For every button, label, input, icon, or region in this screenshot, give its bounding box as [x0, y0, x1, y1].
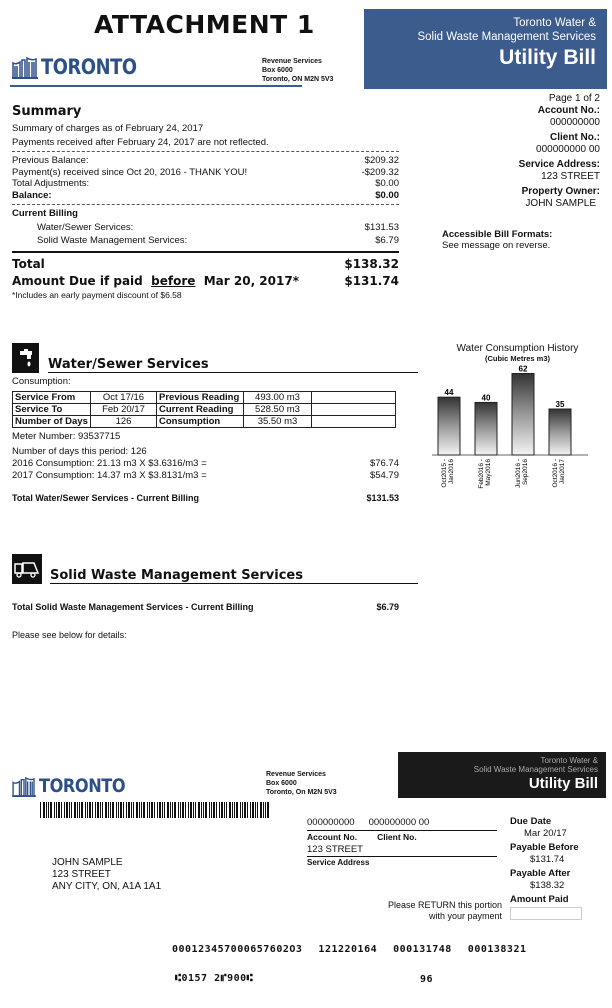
row-label: Water/Sewer Services:	[37, 221, 134, 233]
barcode-bar	[141, 802, 142, 818]
barcode-bar	[182, 802, 184, 818]
dashed-divider	[12, 204, 399, 205]
barcode-bar	[164, 802, 165, 818]
payment-block	[510, 816, 600, 921]
waste-total-value: $6.79	[376, 602, 399, 612]
barcode-bar	[89, 802, 91, 818]
logo-text: TORONTO	[41, 55, 137, 79]
consumption-2016-label: 2016 Consumption: 21.13 m3 X $3.6316/m3 =	[12, 458, 207, 469]
waste-total-label: Total Solid Waste Management Services - Current Billing	[12, 602, 254, 612]
waste-total-row	[12, 602, 399, 614]
barcode-bar	[151, 802, 153, 818]
cell-value: 126	[91, 416, 157, 428]
meter-number: Meter Number: 93537715	[12, 431, 121, 442]
barcode-bar	[162, 802, 163, 818]
barcode-bar	[213, 802, 215, 818]
barcode-bar	[123, 802, 124, 818]
barcode-bar	[180, 802, 181, 818]
row-label: Total Adjustments:	[12, 178, 90, 189]
table-row	[13, 392, 396, 404]
barcode-bar	[211, 802, 212, 818]
due-date-label: Due Date	[510, 816, 552, 827]
cell-label: Previous Reading	[157, 392, 244, 404]
waste-note: Please see below for details:	[12, 629, 127, 640]
account-value: 000000000	[549, 117, 600, 128]
barcode-bar	[69, 802, 70, 818]
property-owner-label: Property Owner:	[521, 186, 600, 197]
barcode-bar	[56, 802, 57, 818]
stub-utility-bill-banner	[398, 752, 606, 798]
total-divider	[12, 251, 399, 253]
barcode-bar	[193, 802, 194, 818]
account-label: Account No.:	[537, 105, 600, 116]
barcode-bar	[147, 802, 148, 818]
dept-line-1: Toronto Water &	[540, 756, 598, 765]
billing-row	[12, 235, 399, 247]
stub-address-label: Service Address	[307, 858, 370, 867]
barcode-bar	[133, 802, 134, 818]
barcode-bar	[236, 802, 238, 818]
revenue-line: Revenue Services	[262, 58, 322, 65]
barcode-bar	[95, 802, 96, 818]
barcode-bar	[209, 802, 210, 818]
days-period: Number of days this period: 126	[12, 446, 147, 457]
summary-row	[12, 178, 399, 190]
barcode-bar	[100, 802, 101, 818]
divider	[307, 830, 497, 831]
stub-client-label: Client No.	[377, 832, 417, 842]
cell-value: 35.50 m3	[244, 416, 312, 428]
cell-value: 528.50 m3	[244, 404, 312, 416]
return-note	[374, 900, 502, 922]
dept-line-2: Solid Waste Management Services	[473, 765, 598, 774]
barcode-bar	[66, 802, 68, 818]
total-value: $138.32	[344, 256, 399, 271]
barcode-bar	[247, 802, 248, 818]
barcode-bar	[74, 802, 76, 818]
barcode-bar	[128, 802, 130, 818]
bar-value-label: 40	[481, 393, 491, 403]
barcode-bar	[260, 802, 262, 818]
barcode-bar	[87, 802, 88, 818]
current-billing-label: Current Billing	[12, 208, 78, 219]
row-value: $209.32	[364, 155, 399, 166]
utility-bill-banner	[364, 9, 607, 89]
amount-due-value: $131.74	[344, 273, 399, 288]
stub-address-value: 123 STREET	[307, 844, 363, 855]
row-value: $6.79	[375, 235, 399, 246]
waste-section	[12, 554, 418, 641]
barcode-bar	[250, 802, 251, 818]
barcode-bar	[167, 802, 169, 818]
cell-label: Current Reading	[157, 404, 244, 416]
empty-cell	[312, 392, 396, 404]
billing-row	[12, 222, 399, 234]
barcode-bar	[71, 802, 72, 818]
water-details	[12, 446, 399, 505]
due-date: Mar 20, 2017*	[203, 273, 299, 288]
barcode-bar	[185, 802, 186, 818]
row-value: $0.00	[375, 189, 399, 201]
dashed-divider	[12, 151, 399, 152]
discount-text: *Includes an early payment discount of $6.58	[12, 289, 182, 300]
summary-row	[12, 190, 399, 202]
amount-due-row	[12, 273, 399, 290]
consumption-label: Consumption:	[12, 376, 71, 387]
row-value: $131.53	[364, 221, 399, 233]
barcode-bar	[50, 802, 52, 818]
amount-due-label	[12, 273, 299, 290]
barcode-bar	[265, 802, 266, 818]
city-hall-icon	[12, 57, 38, 79]
faucet-icon	[12, 343, 39, 373]
dept-line-1: Toronto Water &	[513, 17, 596, 29]
barcode-bar	[188, 802, 189, 818]
section-rule	[50, 583, 418, 585]
stub-account-label: Account No.	[307, 832, 358, 842]
x-tick-label: Oct2015 -	[441, 459, 448, 488]
amount-paid-label: Amount Paid	[510, 894, 569, 905]
row-label: Solid Waste Management Services:	[37, 235, 188, 246]
barcode-bar	[178, 802, 179, 818]
return-line-1: Please RETURN this portion	[387, 900, 502, 910]
divider	[307, 856, 497, 857]
accessible-label: Accessible Bill Formats:	[442, 229, 553, 240]
row-value: $0.00	[375, 178, 399, 189]
mail-name: JOHN SAMPLE	[52, 857, 123, 868]
revenue-address	[262, 57, 333, 84]
table-row	[13, 404, 396, 416]
mailing-address	[52, 857, 161, 893]
barcode-bar	[118, 802, 119, 818]
row-label: Payment(s) received since Oct 20, 2016 - THANK YOU!	[12, 166, 248, 178]
barcode-bar	[110, 802, 111, 818]
barcode-bar	[203, 802, 204, 818]
barcode-bar	[154, 802, 155, 818]
micr-code: 000123457000657602O3	[172, 944, 303, 955]
summary-title: Summary	[12, 104, 82, 119]
x-tick-label: May2016	[485, 459, 492, 486]
barcode	[40, 802, 272, 818]
chart-plot	[430, 363, 605, 503]
payable-after-label: Payable After	[510, 868, 571, 879]
section-rule	[48, 372, 418, 374]
barcode-bar	[190, 802, 192, 818]
due-date-value: Mar 20/17	[524, 828, 567, 839]
barcode-bar	[201, 802, 202, 818]
water-section	[12, 343, 418, 505]
water-total-value: $131.53	[366, 493, 399, 503]
barcode-bar	[81, 802, 83, 818]
barcode-bar	[64, 802, 65, 818]
stub-toronto-logo	[12, 775, 140, 797]
barcode-bar	[267, 802, 269, 818]
barcode-bar	[54, 802, 55, 818]
barcode-bar	[159, 802, 161, 818]
micr-line-3: 96	[420, 974, 434, 985]
micr-code: 000131748	[393, 944, 452, 955]
bill-title: Utility Bill	[499, 46, 596, 69]
barcode-bar	[205, 802, 207, 818]
amount-paid-input[interactable]	[510, 907, 582, 920]
summary-line	[12, 137, 399, 149]
barcode-bar	[120, 802, 122, 818]
client-label: Client No.:	[550, 132, 600, 143]
consumption-chart	[430, 343, 605, 513]
property-owner-value: JOHN SAMPLE	[525, 198, 596, 209]
total-row	[12, 256, 399, 273]
current-billing-heading	[12, 208, 399, 220]
summary-row	[12, 155, 399, 167]
barcode-bar	[172, 802, 173, 818]
revenue-line: Box 6000	[262, 67, 293, 74]
barcode-bar	[226, 802, 227, 818]
revenue-line: Box 6000	[266, 780, 297, 787]
consumption-2016-value: $76.74	[369, 458, 399, 469]
cell-label: Number of Days	[13, 416, 91, 428]
barcode-bar	[255, 802, 256, 818]
micr-line-2: ⑆0157 2⑈900⑆	[175, 973, 254, 984]
water-title: Water/Sewer Services	[48, 356, 209, 372]
payable-after-value: $138.32	[530, 880, 565, 891]
stub-account-value: 000000000	[307, 817, 355, 828]
barcode-bar	[46, 802, 47, 818]
barcode-bar	[40, 802, 41, 818]
barcode-bar	[240, 802, 241, 818]
barcode-bar	[126, 802, 127, 818]
due-before: before	[151, 273, 196, 288]
water-total-label: Total Water/Sewer Services - Current Billing	[12, 493, 200, 503]
barcode-bar	[105, 802, 107, 818]
payable-before-label: Payable Before	[510, 842, 579, 853]
micr-code: 121220164	[318, 944, 378, 955]
logo-text: TORONTO	[39, 775, 126, 797]
summary-date-text: Summary of charges as of February 24, 2017	[12, 123, 204, 134]
total-label: Total	[12, 256, 45, 271]
barcode-bar	[257, 802, 258, 818]
waste-title: Solid Waste Management Services	[50, 567, 303, 583]
account-info	[420, 93, 612, 210]
barcode-bar	[112, 802, 114, 818]
barcode-bar	[77, 802, 78, 818]
barcode-bar	[136, 802, 138, 818]
barcode-bar	[229, 802, 231, 818]
barcode-bar	[58, 802, 60, 818]
barcode-bar	[79, 802, 80, 818]
chart-title: Water Consumption History	[456, 343, 579, 354]
service-address-label: Service Address:	[518, 159, 600, 170]
x-tick-label: Jun2016 -	[515, 459, 522, 488]
summary-row	[12, 167, 399, 179]
barcode-bar	[170, 802, 171, 818]
barcode-bar	[139, 802, 140, 818]
due-prefix: Amount Due if paid	[12, 273, 143, 288]
cell-label: Consumption	[157, 416, 244, 428]
table-row	[13, 416, 396, 428]
stub-revenue-address	[266, 770, 337, 797]
row-label: Balance:	[12, 189, 52, 201]
barcode-bar	[157, 802, 158, 818]
cell-label: Service From	[13, 392, 91, 404]
accessible-formats	[442, 229, 552, 251]
revenue-line: Toronto, On M2N 5V3	[266, 789, 337, 796]
summary-note-text: Payments received after February 24, 2017 are not reflected.	[12, 136, 269, 148]
revenue-line: Toronto, ON M2N 5V3	[262, 76, 334, 83]
consumption-2017-value: $54.79	[369, 469, 399, 481]
city-hall-icon	[12, 777, 36, 797]
barcode-bar	[224, 802, 225, 818]
row-label: Previous Balance:	[12, 155, 89, 166]
cell-label: Service To	[13, 404, 91, 416]
x-tick-label: Feb2016 -	[478, 459, 485, 489]
x-tick-label: Jan2016	[448, 459, 455, 484]
barcode-bar	[108, 802, 109, 818]
revenue-line: Revenue Services	[266, 771, 326, 778]
barcode-bar	[216, 802, 217, 818]
barcode-bar	[198, 802, 200, 818]
barcode-bar	[116, 802, 117, 818]
barcode-bar	[242, 802, 243, 818]
chart-subtitle: (Cubic Metres m3)	[484, 354, 550, 363]
dept-line-2: Solid Waste Management Services	[417, 31, 596, 43]
barcode-bar	[85, 802, 86, 818]
stub-client-value: 000000000 00	[368, 817, 430, 828]
barcode-bar	[48, 802, 49, 818]
summary-line	[12, 123, 399, 135]
bar	[549, 409, 571, 455]
barcode-bar	[149, 802, 150, 818]
barcode-bar	[102, 802, 103, 818]
client-value: 000000000 00	[536, 144, 600, 155]
x-tick-label: Oct2016 -	[552, 459, 559, 488]
summary-section	[12, 104, 399, 301]
bar	[475, 402, 497, 455]
barcode-bar	[92, 802, 93, 818]
x-tick-label: Sep2016	[522, 459, 529, 486]
attachment-title: ATTACHMENT 1	[94, 10, 315, 39]
bar-value-label: 44	[444, 388, 454, 398]
micr-line-1	[172, 944, 526, 955]
empty-cell	[312, 404, 396, 416]
barcode-bar	[234, 802, 235, 818]
mail-street: 123 STREET	[52, 869, 111, 880]
page-indicator: Page 1 of 2	[548, 93, 600, 104]
bar	[438, 397, 460, 455]
stub-account-block	[307, 817, 497, 867]
barcode-bar	[43, 802, 45, 818]
barcode-bar	[174, 802, 176, 818]
barcode-bar	[195, 802, 196, 818]
barcode-bar	[131, 802, 132, 818]
consumption-table	[12, 391, 396, 428]
return-line-2: with your payment	[428, 911, 502, 921]
empty-cell	[312, 416, 396, 428]
cell-value: 493.00 m3	[244, 392, 312, 404]
header-rule	[10, 85, 302, 87]
row-value: -$209.32	[361, 166, 399, 178]
bar-value-label: 35	[555, 400, 565, 409]
barcode-bar	[219, 802, 220, 818]
barcode-bar	[221, 802, 223, 818]
mail-city: ANY CITY, ON, A1A 1A1	[52, 881, 162, 892]
cell-value: Oct 17/16	[91, 392, 157, 404]
barcode-bar	[244, 802, 246, 818]
bill-title: Utility Bill	[528, 775, 598, 792]
micr-code: 000138321	[467, 944, 527, 955]
barcode-bar	[97, 802, 99, 818]
garbage-truck-icon	[12, 554, 42, 584]
cell-value: Feb 20/17	[91, 404, 157, 416]
payable-before-value: $131.74	[530, 854, 565, 865]
barcode-bar	[263, 802, 264, 818]
accessible-value: See message on reverse.	[442, 240, 551, 251]
barcode-bar	[61, 802, 62, 818]
barcode-bar	[252, 802, 254, 818]
bar-value-label: 62	[518, 364, 528, 374]
toronto-logo	[12, 55, 153, 79]
x-tick-label: Jan2017	[559, 459, 566, 484]
barcode-bar	[143, 802, 145, 818]
bar	[512, 374, 534, 455]
discount-note	[12, 290, 399, 302]
barcode-bar	[232, 802, 233, 818]
service-address-value: 123 STREET	[541, 171, 600, 182]
consumption-2017-label: 2017 Consumption: 14.37 m3 X $3.8131/m3 =	[12, 469, 207, 481]
